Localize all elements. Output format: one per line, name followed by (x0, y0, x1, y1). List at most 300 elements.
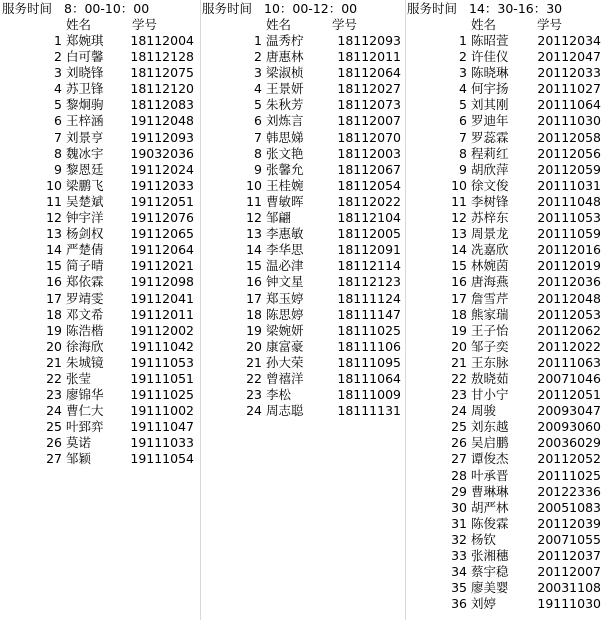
row-number: 31 (451, 515, 467, 531)
table-row (405, 419, 605, 435)
row-number: 27 (46, 451, 62, 467)
student-id: 20112033 (537, 65, 601, 81)
table-row (405, 242, 605, 258)
table-row (405, 258, 605, 274)
table-row (0, 419, 200, 435)
table-row (405, 371, 605, 387)
table-row (405, 516, 605, 532)
id-column-header: 学号 (132, 17, 158, 32)
row-number: 10 (451, 177, 467, 193)
table-row (0, 113, 200, 129)
row-number: 1 (459, 33, 467, 48)
student-name: 周志聪 (266, 403, 304, 419)
id-column-header: 学号 (332, 17, 358, 32)
row-number: 8 (459, 145, 467, 161)
student-id: 18112091 (337, 242, 401, 258)
student-id: 19111033 (130, 435, 194, 451)
student-name: 王梓涵 (66, 113, 104, 129)
student-id: 19112048 (130, 113, 194, 129)
student-id: 20111027 (537, 81, 601, 97)
student-id: 18112027 (337, 81, 401, 97)
student-id: 19112033 (130, 177, 194, 193)
row-number: 10 (246, 177, 262, 193)
row-number: 30 (451, 499, 467, 515)
student-name: 敖晓茹 (471, 370, 509, 386)
student-id: 18112120 (130, 81, 194, 97)
row-number: 5 (459, 97, 467, 113)
row-number: 18 (46, 306, 62, 322)
row-number: 7 (54, 129, 62, 145)
student-name: 邹颖 (66, 451, 92, 467)
table-row (405, 403, 605, 419)
name-column-header: 姓名 (266, 17, 292, 32)
service-time-range: 8：00-10：00 (64, 1, 150, 16)
student-name: 周骏 (471, 403, 497, 419)
row-number: 13 (46, 226, 62, 242)
student-id: 20112047 (537, 49, 601, 65)
id-column-header: 学号 (537, 17, 563, 32)
student-id: 18112093 (337, 33, 401, 48)
student-id: 19032036 (130, 145, 194, 161)
row-number: 22 (46, 370, 62, 386)
table-row (405, 97, 605, 113)
student-name: 刘东越 (471, 419, 509, 435)
table-row (0, 81, 200, 97)
row-number: 15 (246, 258, 262, 274)
row-number: 23 (451, 387, 467, 403)
student-name: 吴楚斌 (66, 193, 104, 209)
student-id: 18111009 (337, 387, 401, 403)
student-id: 18112004 (130, 33, 194, 48)
student-id: 20036029 (537, 435, 601, 451)
table-row (405, 435, 605, 451)
table-row (405, 226, 605, 242)
student-name: 邹子奕 (471, 338, 509, 354)
row-number: 14 (246, 242, 262, 258)
student-name: 李华思 (266, 242, 304, 258)
student-name: 温必津 (266, 258, 304, 274)
student-name: 韩思娣 (266, 129, 304, 145)
row-number: 25 (451, 419, 467, 435)
row-number: 28 (451, 467, 467, 483)
table-row (200, 226, 405, 242)
student-id: 20071046 (537, 370, 601, 386)
row-number: 21 (451, 354, 467, 370)
student-name: 胡严林 (471, 499, 509, 515)
row-number: 17 (451, 290, 467, 306)
student-id: 20111048 (537, 193, 601, 209)
row-number: 7 (254, 129, 262, 145)
student-name: 邓文希 (66, 306, 104, 322)
row-number: 27 (451, 451, 467, 467)
table-row (0, 194, 200, 210)
table-row (200, 178, 405, 194)
row-number: 19 (451, 322, 467, 338)
time-block-2 (200, 0, 405, 620)
table-row (405, 274, 605, 290)
student-name: 梁淑桢 (266, 65, 304, 81)
student-name: 詹雪芹 (471, 290, 509, 306)
table-row (200, 162, 405, 178)
student-name: 刘晓锋 (66, 65, 104, 81)
table-row (200, 371, 405, 387)
row-number: 2 (54, 49, 62, 65)
student-name: 罗迪年 (471, 113, 509, 129)
student-name: 何宇扬 (471, 81, 509, 97)
student-id: 19112076 (130, 210, 194, 226)
table-row (0, 210, 200, 226)
student-name: 蔡宇稳 (471, 564, 509, 580)
service-time-range: 14：30-16：30 (469, 1, 563, 16)
student-name: 陈思婷 (266, 306, 304, 322)
row-number: 33 (451, 548, 467, 563)
row-number: 16 (246, 274, 262, 290)
student-id: 18112003 (337, 145, 401, 161)
student-name: 李松 (266, 387, 292, 403)
student-id: 20093047 (537, 403, 601, 419)
student-id: 18112011 (337, 49, 401, 65)
student-id: 18111095 (337, 354, 401, 370)
student-list (200, 33, 405, 419)
name-column-header: 姓名 (471, 17, 497, 32)
student-id: 18112067 (337, 161, 401, 177)
student-id: 19111025 (130, 387, 194, 403)
student-name: 王桂婉 (266, 177, 304, 193)
student-id: 20111025 (537, 467, 601, 483)
row-number: 3 (459, 65, 467, 81)
row-number: 23 (46, 387, 62, 403)
student-id: 19111047 (130, 419, 194, 435)
table-row (405, 162, 605, 178)
student-id: 19111030 (537, 596, 601, 612)
row-number: 4 (254, 81, 262, 97)
student-name: 陈晓琳 (471, 65, 509, 81)
row-number: 21 (246, 354, 262, 370)
student-id: 20112016 (537, 242, 601, 258)
row-number: 10 (46, 177, 62, 193)
student-id: 19112093 (130, 129, 194, 145)
row-number: 32 (451, 531, 467, 547)
row-number: 20 (451, 338, 467, 354)
table-row (405, 484, 605, 500)
row-number: 4 (459, 81, 467, 97)
table-row (200, 307, 405, 323)
name-column-header: 姓名 (66, 17, 92, 32)
student-id: 18112123 (337, 274, 401, 290)
student-id: 20031108 (537, 580, 601, 596)
row-number: 11 (46, 193, 62, 209)
student-id: 18111124 (337, 290, 401, 306)
table-row (200, 403, 405, 419)
row-number: 12 (246, 210, 262, 226)
student-list (405, 33, 605, 612)
student-id: 20112056 (537, 145, 601, 161)
row-number: 9 (254, 161, 262, 177)
student-name: 王子怡 (471, 322, 509, 338)
student-id: 18111147 (337, 306, 401, 322)
student-name: 康富豪 (266, 338, 304, 354)
student-name: 张莹 (66, 370, 92, 386)
student-name: 徐文俊 (471, 177, 509, 193)
table-row (0, 65, 200, 81)
row-number: 4 (54, 81, 62, 97)
table-row (200, 113, 405, 129)
student-name: 谭俊杰 (471, 451, 509, 467)
table-row (405, 49, 605, 65)
student-name: 郑依霖 (66, 274, 104, 290)
table-row (200, 65, 405, 81)
row-number: 8 (54, 145, 62, 161)
table-row (0, 178, 200, 194)
row-number: 22 (451, 370, 467, 386)
student-name: 林婉茵 (471, 258, 509, 274)
row-number: 7 (459, 129, 467, 145)
student-name: 许佳仪 (471, 49, 509, 65)
student-name: 叶承晋 (471, 467, 509, 483)
table-row (200, 339, 405, 355)
student-id: 19112064 (130, 242, 194, 258)
table-row (200, 97, 405, 113)
table-row (405, 291, 605, 307)
table-row (200, 210, 405, 226)
row-number: 5 (54, 97, 62, 113)
table-row (0, 291, 200, 307)
student-id: 20112052 (537, 451, 601, 467)
table-row (0, 33, 200, 49)
row-number: 14 (451, 242, 467, 258)
table-row (200, 323, 405, 339)
table-row (200, 387, 405, 403)
student-name: 刘炼言 (266, 113, 304, 129)
table-row (0, 162, 200, 178)
table-row (200, 146, 405, 162)
student-id: 20112062 (537, 322, 601, 338)
row-number: 35 (451, 580, 467, 596)
table-row (200, 274, 405, 290)
row-number: 19 (246, 322, 262, 338)
table-row (405, 355, 605, 371)
row-number: 6 (54, 113, 62, 129)
student-name: 魏冰宇 (66, 145, 104, 161)
student-id: 19112024 (130, 161, 194, 177)
student-id: 18112070 (337, 129, 401, 145)
student-id: 19112065 (130, 226, 194, 242)
table-row (200, 242, 405, 258)
student-id: 20112037 (537, 548, 601, 563)
student-name: 王景妍 (266, 81, 304, 97)
table-row (0, 130, 200, 146)
table-row (405, 387, 605, 403)
student-id: 20111059 (537, 226, 601, 242)
row-number: 8 (254, 145, 262, 161)
student-id: 19111054 (130, 451, 194, 467)
table-row (200, 33, 405, 49)
row-number: 24 (46, 403, 62, 419)
student-id: 20112058 (537, 129, 601, 145)
row-number: 24 (451, 403, 467, 419)
student-list (0, 33, 200, 468)
table-row (0, 451, 200, 467)
row-number: 13 (246, 226, 262, 242)
student-name: 梁婉妍 (266, 322, 304, 338)
row-number: 18 (451, 306, 467, 322)
table-row (405, 451, 605, 467)
student-name: 黎恩廷 (66, 161, 104, 177)
student-id: 19111051 (130, 370, 194, 386)
table-row (405, 210, 605, 226)
student-id: 19111053 (130, 354, 194, 370)
table-row (405, 33, 605, 49)
column-headers (200, 17, 405, 33)
block-header (0, 0, 200, 17)
time-block-1 (0, 0, 200, 620)
table-row (200, 291, 405, 307)
row-number: 2 (459, 49, 467, 65)
table-row (0, 226, 200, 242)
service-time-label: 服务时间 (202, 1, 253, 16)
row-number: 11 (451, 193, 467, 209)
row-number: 3 (54, 65, 62, 81)
student-name: 朱秋芳 (266, 97, 304, 113)
service-time-range: 10：00-12：00 (264, 1, 358, 16)
table-row (0, 258, 200, 274)
student-id: 20093060 (537, 419, 601, 435)
student-id: 18112022 (337, 193, 401, 209)
row-number: 29 (451, 483, 467, 499)
student-id: 19112041 (130, 290, 194, 306)
row-number: 16 (46, 274, 62, 290)
student-id: 20112019 (537, 258, 601, 274)
student-name: 陈浩楷 (66, 322, 104, 338)
row-number: 25 (46, 419, 62, 435)
table-row (200, 81, 405, 97)
student-id: 20071055 (537, 531, 601, 547)
student-name: 刘其刚 (471, 97, 509, 113)
row-number: 26 (451, 435, 467, 451)
student-name: 程莉红 (471, 145, 509, 161)
row-number: 1 (54, 33, 62, 48)
student-name: 黎炯驹 (66, 97, 104, 113)
student-name: 王东脉 (471, 354, 509, 370)
table-row (200, 355, 405, 371)
student-name: 唐海燕 (471, 274, 509, 290)
student-id: 20111063 (537, 354, 601, 370)
row-number: 17 (246, 290, 262, 306)
student-id: 18112005 (337, 226, 401, 242)
student-id: 19111042 (130, 338, 194, 354)
table-row (405, 65, 605, 81)
row-number: 26 (46, 435, 62, 451)
student-id: 19112051 (130, 193, 194, 209)
service-time-label: 服务时间 (2, 1, 53, 16)
table-row (0, 339, 200, 355)
student-name: 钟宇洋 (66, 210, 104, 226)
student-id: 18112104 (337, 210, 401, 226)
table-row (0, 435, 200, 451)
student-name: 曹敏晖 (266, 193, 304, 209)
row-number: 17 (46, 290, 62, 306)
student-name: 刘景亨 (66, 129, 104, 145)
table-row (200, 130, 405, 146)
student-name: 邹翩 (266, 210, 292, 226)
table-row (405, 130, 605, 146)
student-name: 苏卫锋 (66, 81, 104, 97)
student-id: 18112075 (130, 65, 194, 81)
student-name: 张湘穗 (471, 548, 509, 563)
student-name: 冼嘉欣 (471, 242, 509, 258)
student-name: 周景龙 (471, 226, 509, 242)
table-row (405, 323, 605, 339)
student-name: 白可馨 (66, 49, 104, 65)
table-row (405, 113, 605, 129)
student-id: 20112034 (537, 33, 601, 48)
table-row (405, 146, 605, 162)
row-number: 12 (451, 210, 467, 226)
table-row (200, 49, 405, 65)
student-name: 郑玉婷 (266, 290, 304, 306)
student-id: 18111131 (337, 403, 401, 419)
table-row (0, 387, 200, 403)
table-row (0, 242, 200, 258)
student-name: 严楚倩 (66, 242, 104, 258)
row-number: 1 (254, 33, 262, 48)
student-name: 甘小宁 (471, 387, 509, 403)
student-name: 陈俊霖 (471, 515, 509, 531)
table-row (0, 403, 200, 419)
student-id: 18112083 (130, 97, 194, 113)
service-time-label: 服务时间 (407, 1, 458, 16)
student-id: 20112036 (537, 274, 601, 290)
row-number: 15 (451, 258, 467, 274)
student-id: 19112098 (130, 274, 194, 290)
row-number: 12 (46, 210, 62, 226)
row-number: 6 (459, 113, 467, 129)
time-block-3 (405, 0, 605, 620)
row-number: 23 (246, 387, 262, 403)
student-id: 20122336 (537, 483, 601, 499)
table-row (405, 81, 605, 97)
student-id: 18112064 (337, 65, 401, 81)
student-name: 杨剑权 (66, 226, 104, 242)
student-id: 20112048 (537, 290, 601, 306)
student-name: 陈昭萱 (471, 33, 509, 48)
table-row (0, 274, 200, 290)
student-name: 曹琳琳 (471, 483, 509, 499)
student-id: 20111064 (537, 97, 601, 113)
student-id: 19112011 (130, 306, 194, 322)
row-number: 6 (254, 113, 262, 129)
row-number: 24 (246, 403, 262, 419)
row-number: 16 (451, 274, 467, 290)
student-id: 18112114 (337, 258, 401, 274)
column-headers (405, 17, 605, 33)
student-id: 20112007 (537, 564, 601, 580)
student-id: 18112128 (130, 49, 194, 65)
student-name: 熊家瑞 (471, 306, 509, 322)
table-row (405, 339, 605, 355)
student-id: 20112051 (537, 387, 601, 403)
student-name: 廖锦华 (66, 387, 104, 403)
row-number: 2 (254, 49, 262, 65)
row-number: 5 (254, 97, 262, 113)
row-number: 15 (46, 258, 62, 274)
table-row (0, 97, 200, 113)
table-row (200, 194, 405, 210)
table-row (0, 355, 200, 371)
row-number: 9 (54, 161, 62, 177)
student-name: 杨钦 (471, 531, 497, 547)
table-row (0, 323, 200, 339)
